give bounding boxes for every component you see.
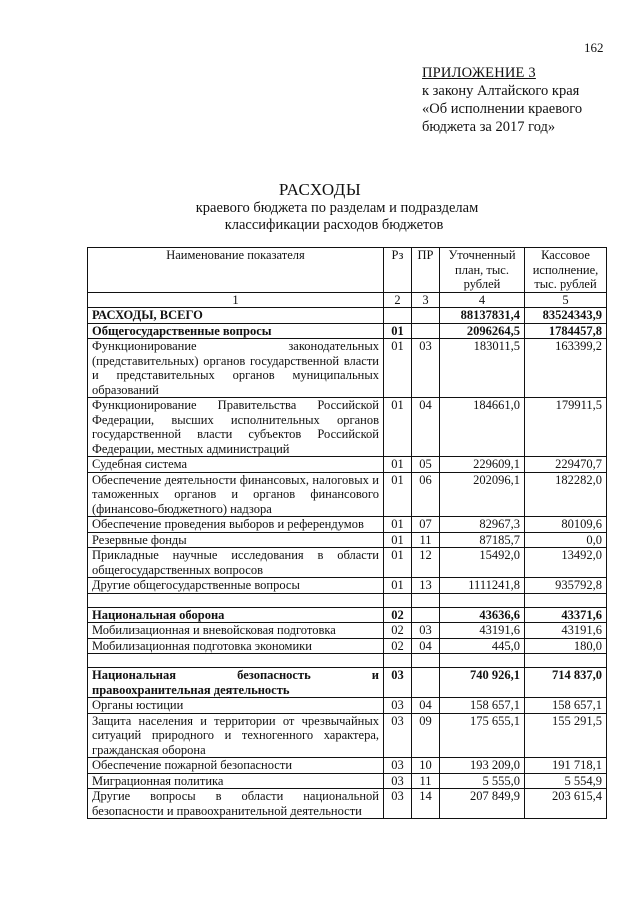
row-rz: 02 [384,638,412,654]
appendix-line: бюджета за 2017 год» [422,119,556,135]
row-fact: 0,0 [525,532,607,548]
column-number: 5 [525,292,607,308]
row-plan: 1111241,8 [440,578,525,594]
row-plan: 445,0 [440,638,525,654]
row-name: РАСХОДЫ, ВСЕГО [88,308,384,324]
table-row [88,623,607,639]
appendix-header [422,64,582,136]
row-fact: 80109,6 [525,517,607,533]
row-plan: 88137831,4 [440,308,525,324]
empty-cell [440,593,525,607]
table-row [88,668,607,698]
header-name: Наименование показателя [88,248,384,293]
header-pr: ПР [412,248,440,293]
empty-cell [384,654,412,668]
title-main: РАСХОДЫ [278,180,362,199]
row-name: Мобилизационная подготовка экономики [88,638,384,654]
table-row [88,532,607,548]
row-rz: 03 [384,789,412,819]
table-row [88,698,607,714]
row-plan: 183011,5 [440,339,525,398]
empty-cell [88,654,384,668]
row-name: Функционирование законодательных (представительных) органов государственной власти и представительных органов муниципальных образований [88,339,384,398]
expenditure-table [87,247,607,819]
row-name: Прикладные научные исследования в области общегосударственных вопросов [88,548,384,578]
empty-cell [525,593,607,607]
row-name: Обеспечение пожарной безопасности [88,758,384,774]
row-plan: 740 926,1 [440,668,525,698]
row-pr [412,668,440,698]
row-fact: 5 554,9 [525,773,607,789]
row-plan: 43636,6 [440,607,525,623]
spacer-row [88,654,607,668]
row-pr [412,323,440,339]
table-row [88,548,607,578]
row-pr [412,607,440,623]
row-pr [412,308,440,324]
row-rz: 02 [384,623,412,639]
row-fact: 182282,0 [525,472,607,517]
table-row [88,713,607,758]
row-rz: 01 [384,398,412,457]
row-plan: 15492,0 [440,548,525,578]
table-row [88,339,607,398]
row-fact: 203 615,4 [525,789,607,819]
column-number: 3 [412,292,440,308]
row-fact: 191 718,1 [525,758,607,774]
row-pr: 12 [412,548,440,578]
row-name: Мобилизационная и вневойсковая подготовка [88,623,384,639]
row-fact: 13492,0 [525,548,607,578]
row-fact: 83524343,9 [525,308,607,324]
page-number: 162 [584,40,604,55]
row-plan: 175 655,1 [440,713,525,758]
table-row [88,323,607,339]
header-rz: Рз [384,248,412,293]
row-fact: 714 837,0 [525,668,607,698]
row-pr: 07 [412,517,440,533]
row-fact: 163399,2 [525,339,607,398]
row-rz: 03 [384,758,412,774]
column-number-row [88,292,607,308]
row-name: Защита населения и территории от чрезвычайных ситуаций природного и техногенного характера, гражданская оборона [88,713,384,758]
header-fact: Кассовое исполнение, тыс. рублей [525,248,607,293]
row-pr: 06 [412,472,440,517]
row-plan: 184661,0 [440,398,525,457]
row-name: Судебная система [88,457,384,473]
row-name: Обеспечение деятельности финансовых, налоговых и таможенных органов и органов финансового (финансово-бюджетного) надзора [88,472,384,517]
row-plan: 2096264,5 [440,323,525,339]
empty-cell [412,654,440,668]
row-rz: 01 [384,472,412,517]
header-plan: Уточненный план, тыс. рублей [440,248,525,293]
table-row [88,578,607,594]
table-row [88,517,607,533]
row-pr: 04 [412,698,440,714]
row-fact: 180,0 [525,638,607,654]
row-pr: 11 [412,532,440,548]
row-plan: 43191,6 [440,623,525,639]
row-name: Национальная безопасность и правоохранительная деятельность [88,668,384,698]
row-plan: 82967,3 [440,517,525,533]
row-rz: 01 [384,339,412,398]
row-rz: 01 [384,517,412,533]
row-pr: 03 [412,339,440,398]
table-row [88,773,607,789]
row-rz: 01 [384,532,412,548]
row-pr: 04 [412,398,440,457]
row-name: Резервные фонды [88,532,384,548]
row-rz: 02 [384,607,412,623]
table-row [88,457,607,473]
empty-cell [384,593,412,607]
empty-cell [440,654,525,668]
table-header-row [88,248,607,293]
column-number: 1 [88,292,384,308]
row-rz: 01 [384,578,412,594]
row-plan: 87185,7 [440,532,525,548]
row-pr: 03 [412,623,440,639]
row-plan: 158 657,1 [440,698,525,714]
row-name: Общегосударственные вопросы [88,323,384,339]
table-row [88,638,607,654]
table-row [88,308,607,324]
empty-cell [88,593,384,607]
row-plan: 202096,1 [440,472,525,517]
row-plan: 229609,1 [440,457,525,473]
row-rz: 03 [384,698,412,714]
row-rz: 01 [384,548,412,578]
row-pr: 13 [412,578,440,594]
row-pr: 10 [412,758,440,774]
row-plan: 5 555,0 [440,773,525,789]
title-subtitle: краевого бюджета по разделам и подразделам [195,200,479,216]
table-row [88,472,607,517]
row-fact: 229470,7 [525,457,607,473]
row-name: Национальная оборона [88,607,384,623]
row-name: Миграционная политика [88,773,384,789]
document-title [0,180,640,234]
row-name: Другие вопросы в области национальной безопасности и правоохранительной деятельности [88,789,384,819]
row-fact: 155 291,5 [525,713,607,758]
column-number: 2 [384,292,412,308]
title-subtitle: классификации расходов бюджетов [224,217,444,233]
row-pr: 09 [412,713,440,758]
row-name: Другие общегосударственные вопросы [88,578,384,594]
row-rz: 03 [384,713,412,758]
column-number: 4 [440,292,525,308]
appendix-title: ПРИЛОЖЕНИЕ 3 [422,65,536,81]
appendix-line: к закону Алтайского края [422,83,580,99]
row-pr: 11 [412,773,440,789]
row-rz: 01 [384,323,412,339]
table-row [88,758,607,774]
row-pr: 05 [412,457,440,473]
empty-cell [412,593,440,607]
appendix-line: «Об исполнении краевого [422,101,583,117]
row-fact: 43191,6 [525,623,607,639]
row-name: Функционирование Правительства Российской Федерации, высших исполнительных органов государственной власти субъектов Российской Федерации, местных администраций [88,398,384,457]
row-rz: 01 [384,457,412,473]
row-pr: 04 [412,638,440,654]
row-fact: 43371,6 [525,607,607,623]
empty-cell [525,654,607,668]
row-rz: 03 [384,773,412,789]
row-rz [384,308,412,324]
table-row [88,607,607,623]
row-plan: 207 849,9 [440,789,525,819]
row-name: Органы юстиции [88,698,384,714]
row-fact: 179911,5 [525,398,607,457]
table-row [88,789,607,819]
row-plan: 193 209,0 [440,758,525,774]
row-fact: 158 657,1 [525,698,607,714]
row-fact: 935792,8 [525,578,607,594]
spacer-row [88,593,607,607]
row-rz: 03 [384,668,412,698]
row-name: Обеспечение проведения выборов и референдумов [88,517,384,533]
table-row [88,398,607,457]
row-pr: 14 [412,789,440,819]
row-fact: 1784457,8 [525,323,607,339]
